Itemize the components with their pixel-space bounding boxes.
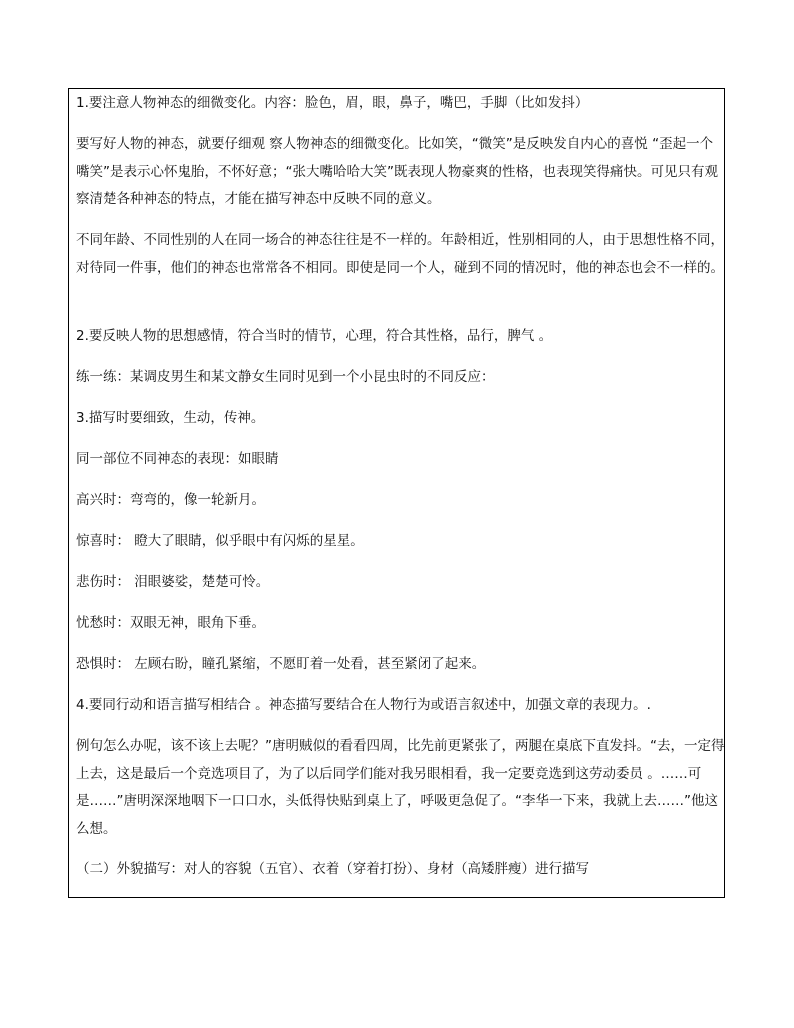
point-3-heading: 3.描写时要细致，生动，传神。 (76, 410, 265, 426)
point-1-heading: 1.要注意人物神态的细微变化。内容：脸色，眉，眼，鼻子，嘴巴，手脚（比如发抖） (76, 95, 589, 111)
eyes-worried: 忧愁时：双眼无神，眼角下垂。 (76, 615, 265, 631)
eyes-example-intro: 同一部位不同神态的表现：如眼睛 (76, 451, 279, 467)
point-4-heading: 4.要同行动和语言描写相结合 。神态描写要结合在人物行为或语言叙述中，加强文章的表现力。. (76, 697, 651, 713)
example-passage: 例句怎么办呢，该不该上去呢？”唐明贼似的看看四周，比先前更紧张了，两腿在桌底下直发抖。“去，一定得上去，这是最后一个竞选项目了，为了以后同学们能对我另眼相看，我一定要竞选到这劳动委员 。……可是……”唐明深深地咽下一口口水，头低得快贴到桌上了，呼吸更急促了。“李华一下来，我就上去……”他这么想。 (76, 738, 725, 837)
eyes-happy: 高兴时：弯弯的，像一轮新月。 (76, 492, 265, 508)
point-1-explanation: 要写好人物的神态，就要仔细观 察人物神态的细微变化。比如笑，“微笑”是反映发自内心的喜悦 “歪起一个嘴笑”是表示心怀鬼胎，不怀好意；“张大嘴哈哈大笑”既表现人物豪爽的性格，也表现笑得痛快。可见只有观察清楚各种神态的特点，才能在描写神态中反映不同的意义。 (76, 136, 718, 207)
eyes-sad: 悲伤时： 泪眼婆娑，楚楚可怜。 (76, 574, 270, 590)
eyes-surprised: 惊喜时： 瞪大了眼睛，似乎眼中有闪烁的星星。 (76, 533, 364, 549)
point-2-heading: 2.要反映人物的思想感情，符合当时的情节，心理，符合其性格，品行，脾气 。 (76, 328, 553, 344)
section-2-heading: （二）外貌描写：对人的容貌（五官）、衣着（穿着打扮）、身材（高矮胖瘦）进行描写 (76, 861, 589, 877)
point-1-age-gender-note: 不同年龄、不同性别的人在同一场合的神态往往是不一样的。年龄相近，性别相同的人，由于思想性格不同，对待同一件事，他们的神态也常常各不相同。即使是同一个人，碰到不同的情况时，他的神态也会不一样的。 (76, 232, 724, 276)
eyes-fearful: 恐惧时： 左顾右盼，瞳孔紧缩，不愿盯着一处看，甚至紧闭了起来。 (76, 656, 486, 672)
practice-prompt: 练一练：某调皮男生和某文静女生同时见到一个小昆虫时的不同反应： (76, 369, 495, 385)
